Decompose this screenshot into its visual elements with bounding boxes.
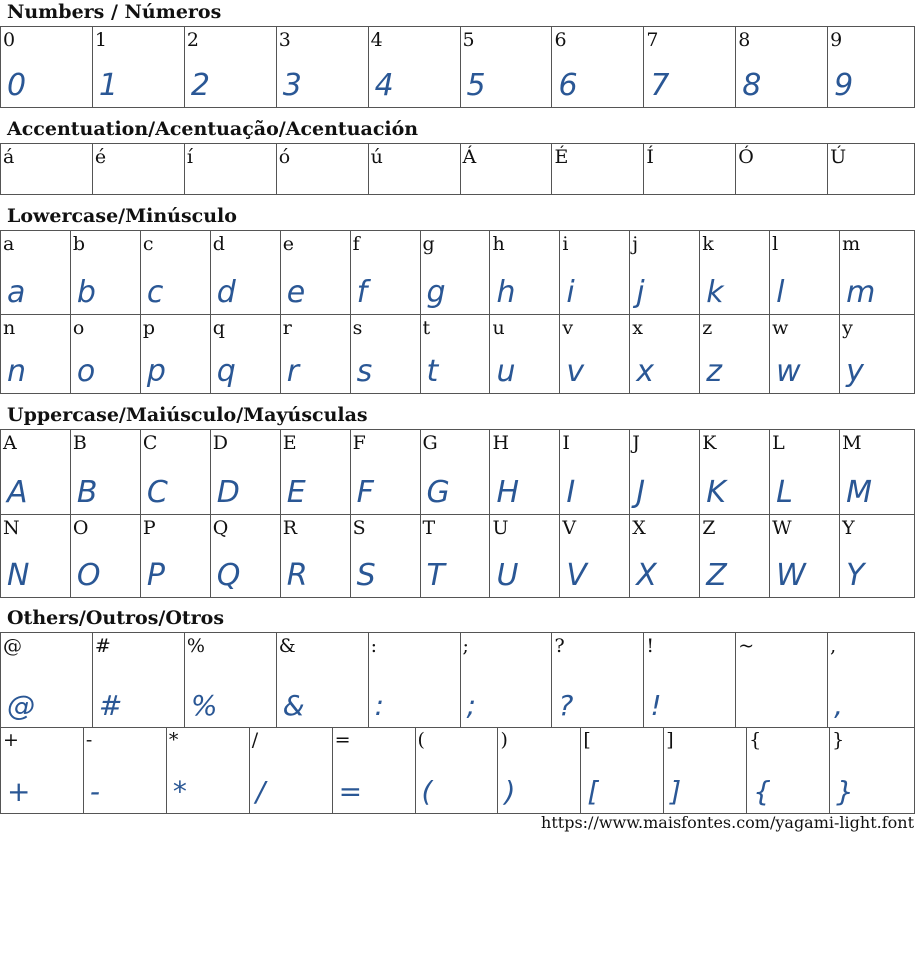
char-cell	[167, 727, 250, 814]
char-label: 2	[186, 29, 199, 51]
section-heading-accents: Accentuation/Acentuação/Acentuación	[7, 118, 419, 140]
char-label: D	[212, 432, 228, 454]
char-label: Á	[462, 146, 477, 168]
char-cell	[461, 633, 553, 728]
grid-row	[1, 315, 915, 394]
char-cell	[736, 27, 828, 108]
char-glyph-sample: t	[426, 354, 439, 389]
char-glyph-sample: j	[636, 275, 645, 310]
char-cell	[552, 144, 644, 195]
char-label: -	[85, 729, 93, 751]
char-glyph-sample: v	[566, 354, 585, 389]
char-label: i	[562, 233, 569, 255]
char-cell	[461, 144, 553, 195]
char-label: Ó	[738, 146, 754, 168]
char-cell	[770, 315, 840, 394]
char-glyph-sample: o	[76, 354, 96, 389]
char-cell	[369, 27, 461, 108]
char-glyph-sample: 9	[834, 68, 854, 103]
char-glyph-sample: B	[76, 475, 98, 510]
char-cell	[1, 633, 93, 728]
char-label: Í	[646, 146, 654, 168]
char-cell	[277, 144, 369, 195]
char-glyph-sample: S	[356, 558, 376, 593]
char-label: 8	[738, 29, 751, 51]
char-glyph-sample: G	[426, 475, 450, 510]
char-glyph-sample: L	[776, 475, 793, 510]
grid-row	[1, 430, 915, 515]
char-cell	[630, 430, 700, 515]
char-label: H	[492, 432, 510, 454]
grid-row	[1, 144, 915, 195]
char-label: ;	[462, 635, 469, 657]
char-cell	[93, 27, 185, 108]
char-glyph-sample: W	[776, 558, 806, 593]
char-glyph-sample: {	[753, 775, 771, 808]
char-glyph-sample: u	[496, 354, 516, 389]
char-label: m	[842, 233, 861, 255]
char-glyph-sample: l	[776, 275, 785, 310]
char-cell	[421, 231, 491, 315]
char-cell	[93, 144, 185, 195]
char-label: L	[772, 432, 785, 454]
char-label: J	[632, 432, 640, 454]
char-glyph-sample: !	[650, 689, 662, 722]
char-cell	[828, 27, 915, 108]
char-cell	[560, 515, 630, 598]
char-cell	[630, 315, 700, 394]
char-glyph-sample: 4	[374, 68, 394, 103]
uppercase-grid	[0, 429, 915, 598]
char-label: á	[3, 146, 15, 168]
char-cell	[490, 515, 560, 598]
source-url[interactable]: https://www.maisfontes.com/yagami-light.font	[541, 813, 914, 832]
char-cell	[770, 231, 840, 315]
char-cell	[1, 27, 93, 108]
char-label: Y	[842, 517, 855, 539]
char-label: y	[842, 317, 853, 339]
char-label: B	[72, 432, 87, 454]
char-glyph-sample: R	[286, 558, 308, 593]
char-cell	[840, 515, 915, 598]
char-label: S	[352, 517, 366, 539]
char-cell	[421, 315, 491, 394]
char-glyph-sample: s	[356, 354, 373, 389]
char-glyph-sample: w	[776, 354, 801, 389]
char-label: [	[583, 729, 591, 751]
char-cell	[700, 231, 770, 315]
char-cell	[351, 231, 421, 315]
char-label: @	[3, 635, 22, 657]
char-label: g	[422, 233, 435, 255]
char-label: {	[749, 729, 762, 751]
char-label: (	[417, 729, 425, 751]
char-cell	[1, 727, 84, 814]
char-cell	[351, 430, 421, 515]
char-glyph-sample: h	[496, 275, 516, 310]
char-glyph-sample: y	[846, 354, 864, 389]
char-label: s	[352, 317, 363, 339]
char-glyph-sample: ?	[558, 689, 574, 722]
char-cell	[830, 727, 915, 814]
char-cell	[700, 315, 770, 394]
char-glyph-sample: C	[146, 475, 168, 510]
char-glyph-sample: A	[7, 475, 28, 510]
char-label: ~	[738, 635, 755, 657]
section-heading-lowercase: Lowercase/Minúsculo	[7, 205, 237, 227]
char-cell	[185, 144, 277, 195]
char-cell	[700, 430, 770, 515]
char-label: ó	[278, 146, 291, 168]
char-cell	[490, 430, 560, 515]
char-cell	[644, 144, 736, 195]
char-glyph-sample: p	[146, 354, 166, 389]
char-label: l	[772, 233, 779, 255]
char-glyph-sample: I	[566, 475, 576, 510]
char-label: O	[72, 517, 89, 539]
char-label: ?	[554, 635, 565, 657]
char-cell	[421, 515, 491, 598]
char-label: ]	[666, 729, 674, 751]
char-cell	[333, 727, 416, 814]
char-cell	[770, 430, 840, 515]
char-cell	[828, 144, 915, 195]
char-glyph-sample: (	[421, 775, 433, 808]
char-glyph-sample: @	[7, 689, 35, 722]
char-glyph-sample: q	[216, 354, 236, 389]
char-glyph-sample: g	[426, 275, 446, 310]
char-cell	[281, 515, 351, 598]
char-label: ,	[830, 635, 837, 657]
char-label: Ú	[830, 146, 847, 168]
char-cell	[552, 633, 644, 728]
char-glyph-sample: ;	[466, 689, 476, 722]
char-label: +	[3, 729, 19, 751]
char-cell	[630, 231, 700, 315]
char-cell	[490, 315, 560, 394]
char-cell	[1, 315, 71, 394]
char-glyph-sample: 2	[190, 68, 210, 103]
char-label: r	[282, 317, 292, 339]
grid-row	[1, 515, 915, 598]
char-label: t	[422, 317, 431, 339]
char-cell	[840, 231, 915, 315]
char-label: )	[500, 729, 508, 751]
char-glyph-sample: ,	[834, 689, 844, 722]
lowercase-grid	[0, 230, 915, 394]
char-cell	[351, 515, 421, 598]
char-label: A	[3, 432, 17, 454]
char-label: !	[646, 635, 654, 657]
char-glyph-sample: 7	[650, 68, 670, 103]
grid-row	[1, 727, 915, 814]
char-glyph-sample: %	[190, 689, 218, 722]
char-label: z	[702, 317, 713, 339]
others-grid-2	[0, 727, 915, 814]
char-glyph-sample: 1	[98, 68, 118, 103]
char-cell	[736, 144, 828, 195]
char-cell	[644, 27, 736, 108]
char-cell	[141, 315, 211, 394]
char-glyph-sample: a	[7, 275, 26, 310]
char-cell	[560, 231, 630, 315]
char-label: K	[702, 432, 717, 454]
char-cell	[630, 515, 700, 598]
char-cell	[277, 27, 369, 108]
char-glyph-sample: Z	[706, 558, 727, 593]
char-label: k	[702, 233, 714, 255]
char-glyph-sample: 0	[7, 68, 27, 103]
char-glyph-sample: -	[89, 775, 101, 808]
char-cell	[141, 430, 211, 515]
char-label: í	[186, 146, 193, 168]
char-cell	[71, 430, 141, 515]
char-glyph-sample: m	[846, 275, 876, 310]
char-glyph-sample: 6	[558, 68, 578, 103]
char-label: V	[562, 517, 577, 539]
char-label: h	[492, 233, 505, 255]
char-glyph-sample: 8	[742, 68, 762, 103]
char-label: d	[212, 233, 225, 255]
char-label: 0	[3, 29, 16, 51]
grid-row	[1, 633, 915, 728]
char-label: f	[352, 233, 360, 255]
char-cell	[490, 231, 560, 315]
char-glyph-sample: 5	[466, 68, 486, 103]
char-glyph-sample: M	[846, 475, 872, 510]
char-label: %	[186, 635, 205, 657]
char-cell	[770, 515, 840, 598]
char-cell	[185, 27, 277, 108]
char-label: I	[562, 432, 570, 454]
char-label: X	[632, 517, 646, 539]
char-cell	[1, 430, 71, 515]
char-label: n	[3, 317, 16, 339]
char-cell	[1, 515, 71, 598]
char-label: u	[492, 317, 505, 339]
char-cell	[369, 633, 461, 728]
char-label: o	[72, 317, 85, 339]
char-cell	[141, 515, 211, 598]
char-label: &	[278, 635, 296, 657]
char-glyph-sample: e	[286, 275, 306, 310]
char-label: U	[492, 517, 509, 539]
char-glyph-sample: x	[636, 354, 655, 389]
char-label: é	[94, 146, 107, 168]
char-label: W	[772, 517, 792, 539]
char-label: M	[842, 432, 862, 454]
char-label: F	[352, 432, 366, 454]
char-glyph-sample: *	[172, 775, 187, 808]
char-label: c	[142, 233, 154, 255]
char-cell	[71, 315, 141, 394]
char-cell	[351, 315, 421, 394]
char-cell	[581, 727, 664, 814]
char-glyph-sample: X	[636, 558, 657, 593]
char-label: G	[422, 432, 438, 454]
char-glyph-sample: Y	[846, 558, 865, 593]
char-label: #	[94, 635, 111, 657]
char-glyph-sample: 3	[282, 68, 302, 103]
char-label: x	[632, 317, 644, 339]
char-label: Z	[702, 517, 716, 539]
char-label: Q	[212, 517, 229, 539]
char-glyph-sample: U	[496, 558, 519, 593]
char-glyph-sample: &	[282, 689, 305, 722]
char-label: q	[212, 317, 225, 339]
char-glyph-sample: #	[98, 689, 123, 722]
char-cell	[211, 430, 281, 515]
char-cell	[250, 727, 333, 814]
char-glyph-sample: i	[566, 275, 575, 310]
accents-grid	[0, 143, 915, 195]
grid-row	[1, 231, 915, 315]
char-cell	[828, 633, 915, 728]
char-glyph-sample: +	[7, 775, 31, 808]
char-glyph-sample: }	[836, 775, 854, 808]
char-glyph-sample: d	[216, 275, 236, 310]
char-label: 7	[646, 29, 659, 51]
char-cell	[185, 633, 277, 728]
char-label: 6	[554, 29, 567, 51]
char-label: ú	[370, 146, 383, 168]
char-glyph-sample: V	[566, 558, 587, 593]
char-label: 9	[830, 29, 843, 51]
char-glyph-sample: z	[706, 354, 722, 389]
char-cell	[840, 430, 915, 515]
char-cell	[281, 315, 351, 394]
char-cell	[560, 315, 630, 394]
char-cell	[84, 727, 167, 814]
char-label: *	[168, 729, 179, 751]
char-cell	[71, 515, 141, 598]
char-label: }	[832, 729, 845, 751]
char-glyph-sample: /	[255, 775, 266, 808]
char-glyph-sample: K	[706, 475, 726, 510]
section-heading-others: Others/Outros/Otros	[7, 607, 225, 629]
char-label: w	[772, 317, 789, 339]
char-label: b	[72, 233, 86, 255]
char-cell	[211, 315, 281, 394]
char-label: p	[142, 317, 156, 339]
char-cell	[664, 727, 747, 814]
char-glyph-sample: )	[504, 775, 516, 808]
char-label: v	[562, 317, 574, 339]
char-glyph-sample: b	[76, 275, 96, 310]
char-label: a	[3, 233, 15, 255]
char-cell	[369, 144, 461, 195]
char-label: :	[370, 635, 378, 657]
char-label: 3	[278, 29, 291, 51]
char-label: 5	[462, 29, 475, 51]
char-glyph-sample: H	[496, 475, 520, 510]
char-label: j	[632, 233, 639, 255]
char-glyph-sample: P	[146, 558, 165, 593]
char-glyph-sample: =	[338, 775, 363, 808]
char-cell	[461, 27, 553, 108]
char-cell	[141, 231, 211, 315]
char-cell	[700, 515, 770, 598]
char-label: 1	[94, 29, 107, 51]
char-label: C	[142, 432, 158, 454]
char-glyph-sample: [	[587, 775, 599, 808]
char-cell	[277, 633, 369, 728]
char-label: e	[282, 233, 294, 255]
char-cell	[421, 430, 491, 515]
char-cell	[211, 515, 281, 598]
char-glyph-sample: ]	[670, 775, 682, 808]
char-cell	[281, 430, 351, 515]
char-cell	[644, 633, 736, 728]
char-cell	[416, 727, 499, 814]
char-label: E	[282, 432, 297, 454]
char-label: P	[142, 517, 156, 539]
numbers-grid	[0, 26, 915, 108]
char-label: T	[422, 517, 436, 539]
char-label: 4	[370, 29, 383, 51]
char-glyph-sample: T	[426, 558, 445, 593]
char-glyph-sample: :	[374, 689, 385, 722]
char-cell	[1, 144, 93, 195]
char-cell	[560, 430, 630, 515]
char-glyph-sample: r	[286, 354, 300, 389]
char-label: É	[554, 146, 569, 168]
char-cell	[71, 231, 141, 315]
char-glyph-sample: N	[7, 558, 30, 593]
char-cell	[552, 27, 644, 108]
others-grid	[0, 632, 915, 728]
char-label: N	[3, 517, 20, 539]
char-label: R	[282, 517, 297, 539]
char-glyph-sample: D	[216, 475, 240, 510]
char-glyph-sample: Q	[216, 558, 241, 593]
char-glyph-sample: k	[706, 275, 724, 310]
section-heading-numbers: Numbers / Números	[7, 1, 222, 23]
char-glyph-sample: F	[356, 475, 374, 510]
char-glyph-sample: O	[76, 558, 101, 593]
char-glyph-sample: f	[356, 275, 368, 310]
grid-row	[1, 27, 915, 108]
char-glyph-sample: n	[7, 354, 27, 389]
char-label: =	[334, 729, 351, 751]
char-cell	[498, 727, 581, 814]
char-cell	[736, 633, 828, 728]
char-cell	[93, 633, 185, 728]
char-label: /	[251, 729, 259, 751]
char-cell	[211, 231, 281, 315]
char-cell	[840, 315, 915, 394]
char-glyph-sample: c	[146, 275, 164, 310]
char-cell	[281, 231, 351, 315]
section-heading-uppercase: Uppercase/Maiúsculo/Mayúsculas	[7, 404, 368, 426]
char-glyph-sample: E	[286, 475, 306, 510]
char-glyph-sample: J	[636, 475, 646, 510]
char-cell	[1, 231, 71, 315]
char-cell	[747, 727, 830, 814]
